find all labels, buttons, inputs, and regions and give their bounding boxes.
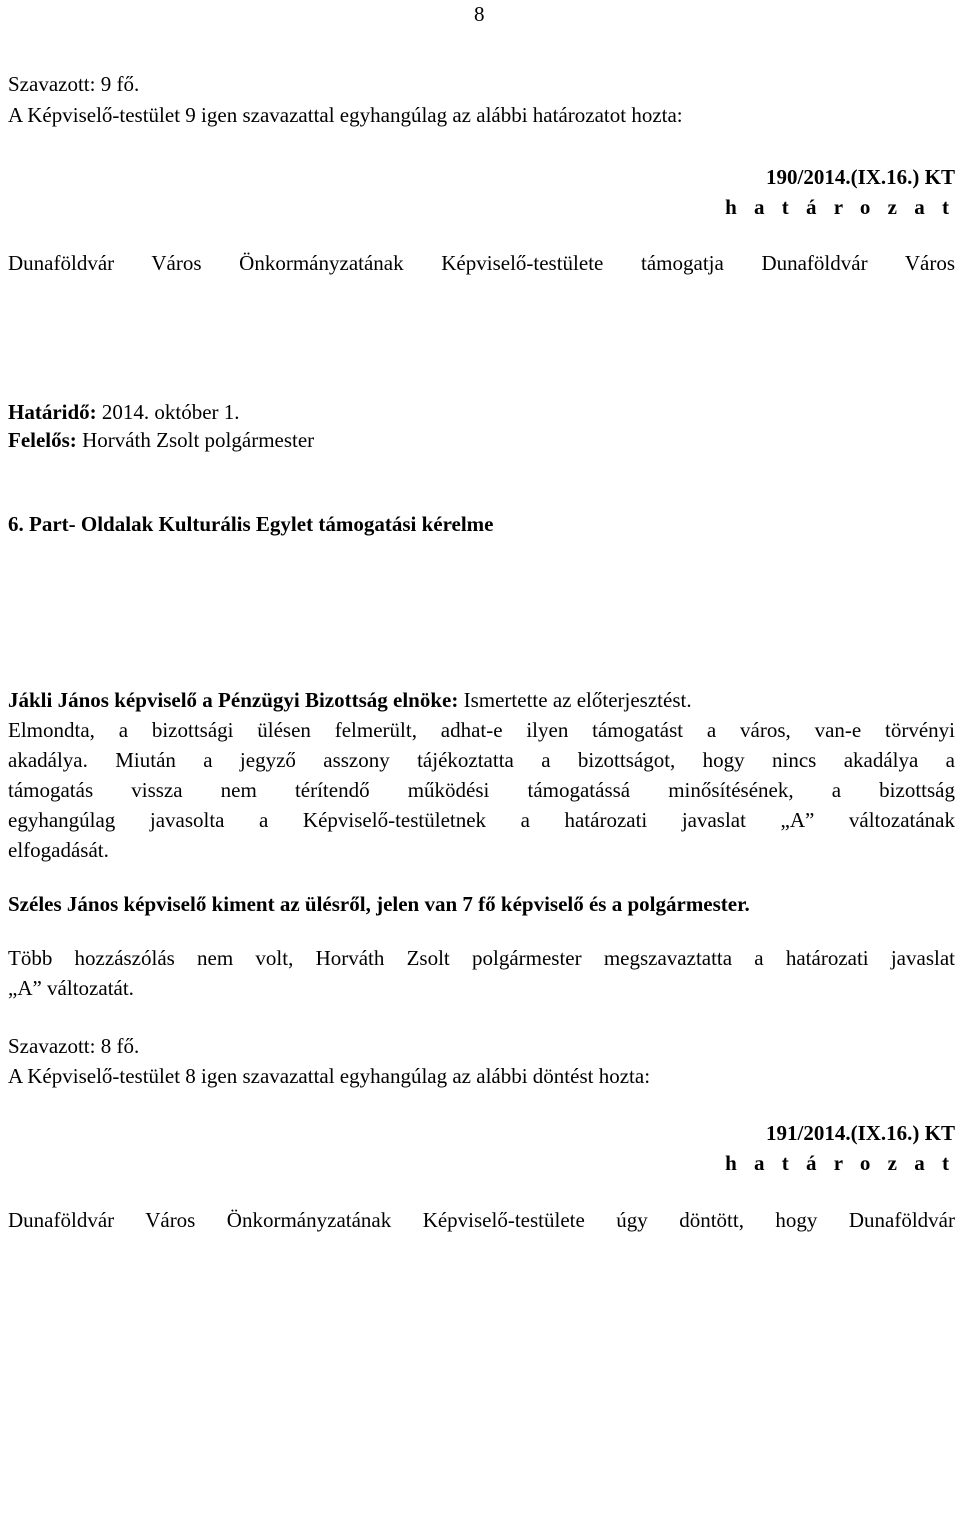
resolution-2-text-line-1: Dunaföldvár Város Önkormányzatának Képviselő-testülete úgy döntött, hogy Dunaföldvár [8, 1208, 955, 1232]
discussion-line-4: támogatás vissza nem térítendő működési támogatássá minősítésének, a bizottság [8, 778, 955, 802]
resolution-2-label: h a t á r o z a t [725, 1151, 955, 1175]
discussion-line-1 [8, 686, 955, 714]
discussion-line-6: elfogadását. [8, 838, 109, 862]
resolution-1-label: h a t á r o z a t [725, 195, 955, 219]
discussion-line-5: egyhangúlag javasolta a Képviselő-testületnek a határozati javaslat „A” változatának [8, 808, 955, 832]
vote-result-2: A Képviselő-testület 8 igen szavazattal egyhangúlag az alábbi döntést hozta: [8, 1064, 651, 1088]
deadline-label: Határidő: [8, 400, 97, 424]
page-number: 8 [474, 2, 485, 26]
vote-2-intro-line-1: Több hozzászólás nem volt, Horváth Zsolt polgármester megszavaztatta a határozati javaslat [8, 946, 955, 970]
deadline-value: 2014. október 1. [96, 400, 240, 424]
vote-count-1: Szavazott: 9 fő. [8, 72, 140, 96]
vote-count-2: Szavazott: 8 fő. [8, 1034, 140, 1058]
deadline [8, 398, 955, 426]
speaker-name: Jákli János képviselő a Pénzügyi Bizottság elnöke: [8, 688, 459, 712]
discussion-line-3: akadálya. Miután a jegyző asszony tájékoztatta a bizottságot, hogy nincs akadálya a [8, 748, 955, 772]
vote-result-1: A Képviselő-testület 9 igen szavazattal egyhangúlag az alábbi határozatot hozta: [8, 103, 683, 127]
agenda-item-6-title: 6. Part- Oldalak Kulturális Egylet támogatási kérelme [8, 512, 494, 536]
speaker-statement: Ismertette az előterjesztést. [458, 688, 692, 712]
responsible-value: Horváth Zsolt polgármester [76, 428, 315, 452]
resolution-1-text-line-1: Dunaföldvár Város Önkormányzatának Képviselő-testülete támogatja Dunaföldvár Város [8, 251, 955, 275]
vote-2-intro-line-2: „A” változatát. [8, 976, 134, 1000]
resolution-2-number: 191/2014.(IX.16.) KT [766, 1121, 955, 1145]
responsible-label: Felelős: [8, 428, 77, 452]
discussion-line-2: Elmondta, a bizottsági ülésen felmerült, adhat-e ilyen támogatást a város, van-e törvényi [8, 718, 955, 742]
member-left-note: Széles János képviselő kiment az ülésről, jelen van 7 fő képviselő és a polgármester. [8, 892, 750, 916]
resolution-1-number: 190/2014.(IX.16.) KT [766, 165, 955, 189]
responsible [8, 426, 955, 454]
